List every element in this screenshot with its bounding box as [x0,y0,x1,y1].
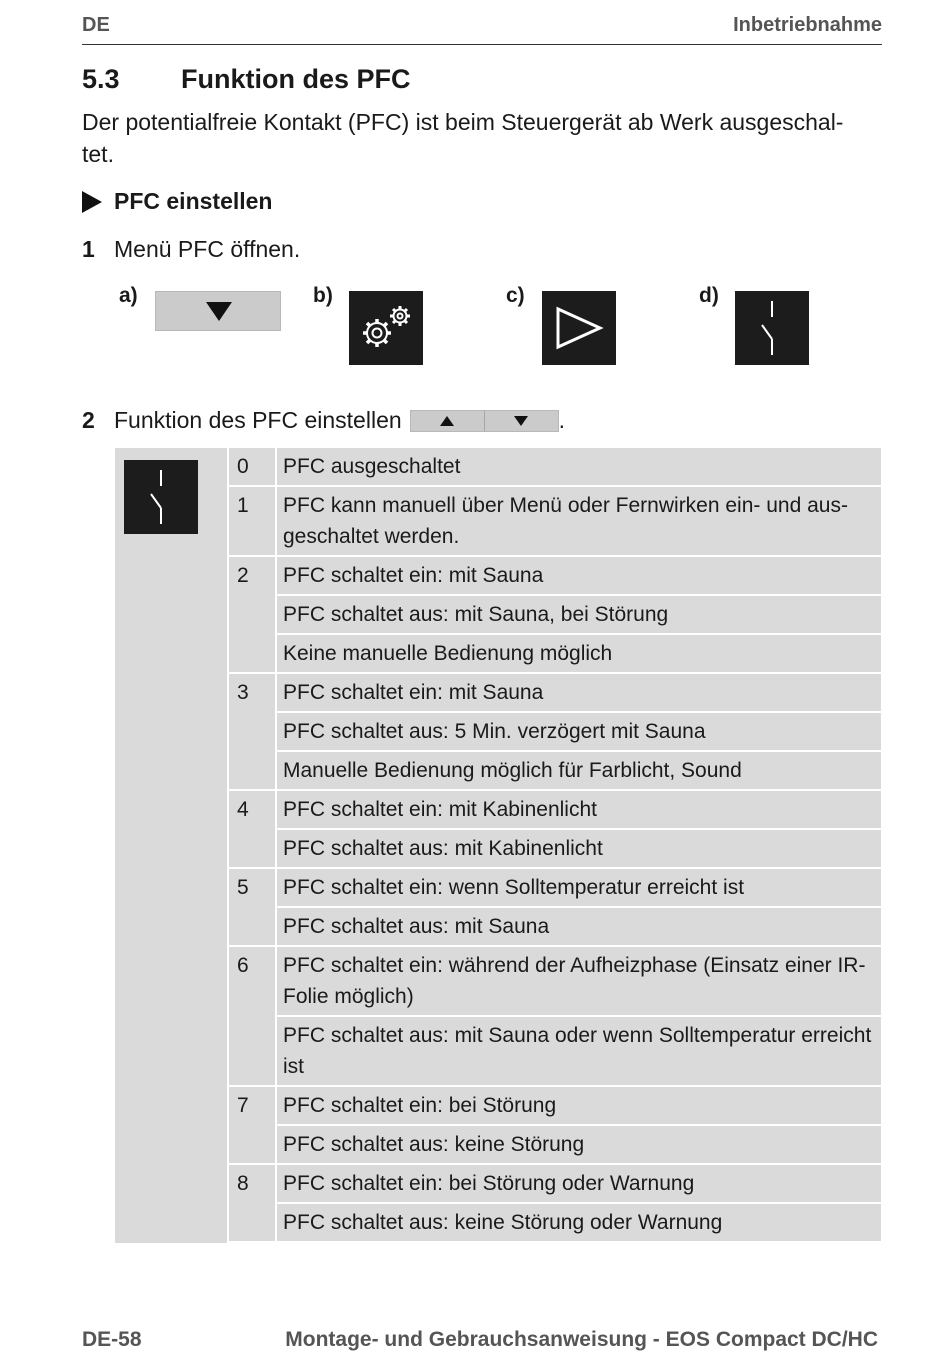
row-description: PFC kann manuell über Menü oder Fernwirken ein- und aus-geschaltet werden. [276,486,881,556]
step-number: 1 [82,236,95,262]
pfc-function-table [115,448,881,1243]
table-icon-cell [115,448,228,1242]
row-description: Manuelle Bedienung möglich für Farblicht, Sound [276,751,881,790]
row-number: 6 [228,946,276,1086]
row-number: 3 [228,673,276,790]
figure-label-d: d) [699,284,719,307]
step-text: Menü PFC öffnen. [114,236,301,262]
header-rule [82,44,882,45]
row-description: PFC schaltet aus: keine Störung [276,1125,881,1164]
pfc-switch-icon [735,291,809,365]
row-description: PFC schaltet ein: wenn Solltemperatur erreicht ist [276,868,881,907]
table-row [115,673,881,712]
table-row [115,448,881,486]
row-description: Keine manuelle Bedienung möglich [276,634,881,673]
row-description: PFC schaltet aus: mit Kabinenlicht [276,829,881,868]
row-description: PFC schaltet ein: mit Kabinenlicht [276,790,881,829]
row-description: PFC schaltet aus: 5 Min. verzögert mit Sauna [276,712,881,751]
step-1 [82,236,300,263]
row-description: PFC schaltet ein: bei Störung oder Warnung [276,1164,881,1203]
figure-label-a: a) [119,284,138,307]
table-row [115,1164,881,1203]
figure-label-b: b) [313,284,333,307]
procedure-heading [82,188,272,215]
row-number: 7 [228,1086,276,1164]
step-text: Funktion des PFC einstellen [114,407,402,433]
row-description: PFC schaltet ein: mit Sauna [276,556,881,595]
table-row [115,556,881,595]
table-row [115,868,881,907]
section-intro: Der potentialfreie Kontakt (PFC) ist beim Steuergerät ab Werk ausgeschal- tet. [82,109,844,167]
header-language: DE [82,14,110,36]
step-2 [82,407,565,434]
procedure-heading-text: PFC einstellen [114,188,273,214]
up-arrow-key-icon [411,411,484,431]
row-description: PFC schaltet ein: während der Aufheizphase (Einsatz einer IR-Folie möglich) [276,946,881,1016]
row-description: PFC schaltet ein: bei Störung [276,1086,881,1125]
table-row [115,1086,881,1125]
table-row [115,486,881,556]
down-arrow-key-icon [484,411,558,431]
row-number: 2 [228,556,276,673]
settings-gears-icon [349,291,423,365]
play-arrow-icon [542,291,616,365]
header-chapter: Inbetriebnahme [733,14,882,36]
footer-doc-title: Montage- und Gebrauchsanweisung - EOS Compact DC/HC [285,1328,878,1351]
step-number: 2 [82,407,95,433]
row-number: 4 [228,790,276,868]
row-description: PFC ausgeschaltet [276,448,881,486]
table-row [115,946,881,1016]
triangle-bullet-icon [82,191,102,213]
row-description: PFC schaltet aus: mit Sauna oder wenn Solltemperatur erreicht ist [276,1016,881,1086]
row-number: 8 [228,1164,276,1242]
row-description: PFC schaltet ein: mit Sauna [276,673,881,712]
row-description: PFC schaltet aus: mit Sauna, bei Störung [276,595,881,634]
up-down-keys [410,410,559,432]
down-arrow-key-icon [155,291,281,331]
section-title: Funktion des PFC [181,64,411,94]
row-number: 0 [228,448,276,486]
step-suffix: . [558,407,566,433]
section-number: 5.3 [82,64,120,94]
footer-page-number: DE-58 [82,1328,142,1351]
pfc-switch-icon [124,460,198,534]
row-description: PFC schaltet aus: mit Sauna [276,907,881,946]
row-number: 1 [228,486,276,556]
row-description: PFC schaltet aus: keine Störung oder Warnung [276,1203,881,1242]
figure-label-c: c) [506,284,525,307]
row-number: 5 [228,868,276,946]
table-row [115,790,881,829]
